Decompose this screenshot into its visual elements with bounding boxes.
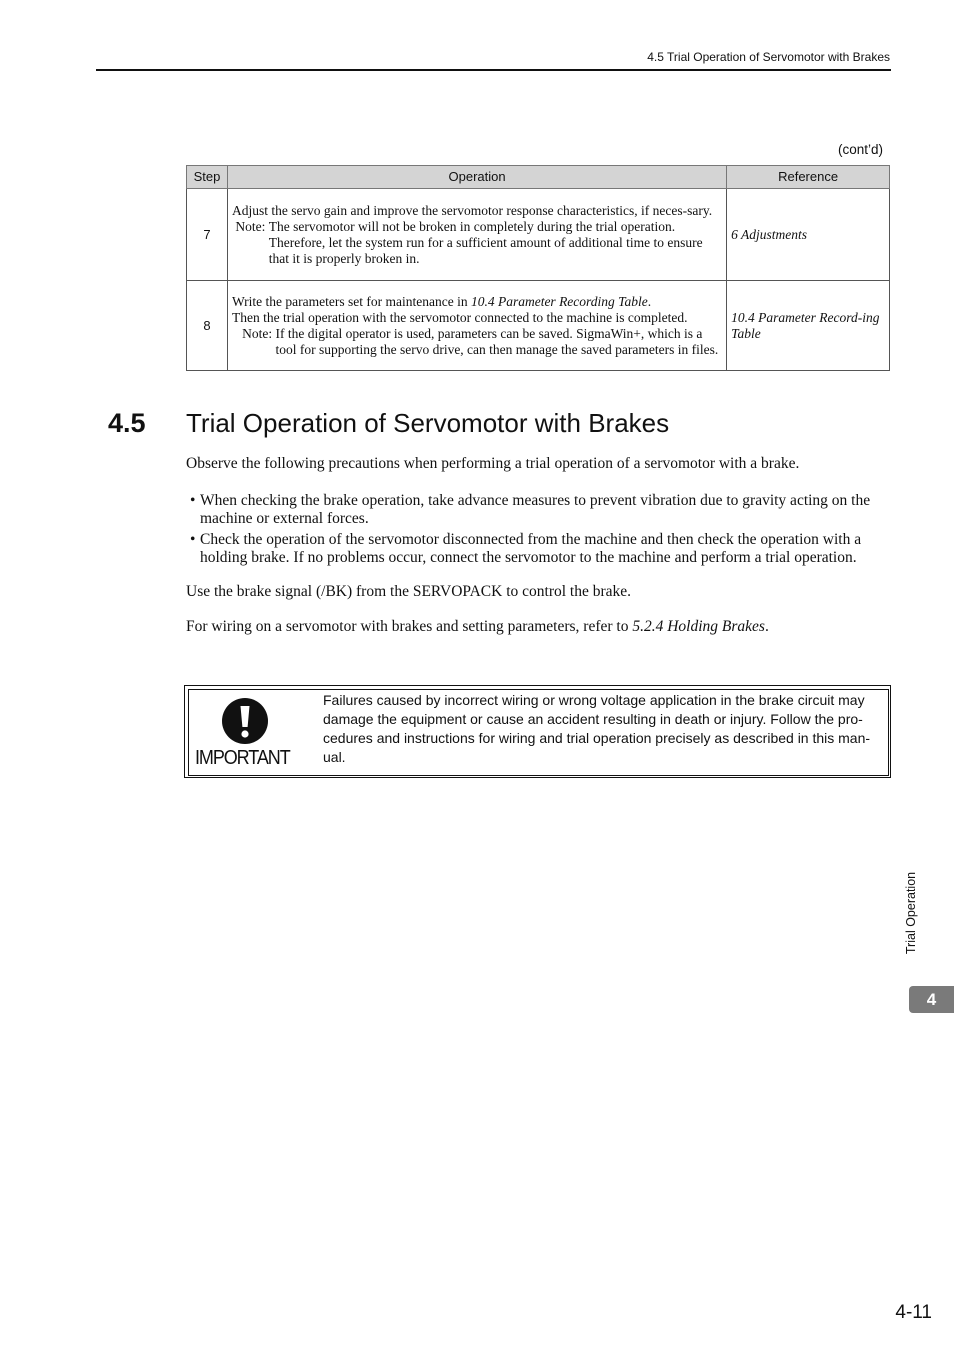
note-text: The servomotor will not be broken in completely during the trial operation. Therefore, let the system run for a sufficient amount of additional time to ensure that it is properly broken in. <box>268 218 703 266</box>
step-number: 8 <box>187 281 228 371</box>
reference-link: 5.2.4 Holding Brakes <box>632 618 765 635</box>
intro-paragraph: Observe the following precautions when performing a trial operation of a servomotor with a brake. <box>186 455 800 472</box>
operation-cell <box>227 281 726 371</box>
important-text: Failures caused by incorrect wiring or wrong voltage application in the brake circuit may damage the equipment or cause an accident resulting in death or injury. Follow the pro-cedures and instructions for wiring and trial operation precisely as described in this man-ual. <box>323 692 871 765</box>
wiring-text: For wiring on a servomotor with brakes and setting parameters, refer to <box>186 618 633 635</box>
table-row <box>187 281 890 371</box>
operation-cell <box>227 189 726 281</box>
page-number: 4-11 <box>895 1302 932 1323</box>
wiring-paragraph <box>186 618 891 636</box>
bullet-glyph: • <box>190 492 196 509</box>
note <box>232 326 720 358</box>
precaution-list <box>186 492 891 570</box>
operation-text: Then the trial operation with the servomotor connected to the machine is completed. <box>231 309 688 325</box>
operation-table <box>186 165 890 371</box>
operation-text <box>232 294 720 310</box>
note-label: Note: <box>231 218 269 234</box>
continued-label: (cont’d) <box>837 142 883 157</box>
wiring-text-end: . <box>764 618 769 635</box>
step-number: 7 <box>187 189 228 281</box>
table-row <box>187 189 890 281</box>
note <box>232 219 720 267</box>
note-label: Note: <box>231 325 276 341</box>
reference-link: 10.4 Parameter Recording Table <box>470 293 648 309</box>
reference-cell: 10.4 Parameter Record-ing Table <box>727 281 890 371</box>
header-step: Step <box>187 166 228 189</box>
list-item-text: When checking the brake operation, take advance measures to prevent vibration due to gravity acting on the machine or external forces. <box>200 492 871 527</box>
header-operation: Operation <box>227 166 726 189</box>
header-reference: Reference <box>727 166 890 189</box>
side-tab-label: Trial Operation <box>904 871 918 955</box>
operation-text-part: Write the parameters set for maintenance in <box>231 293 471 309</box>
table-header-row <box>187 166 890 189</box>
exclamation-icon <box>221 697 269 745</box>
section-number: 4.5 <box>108 408 146 438</box>
header-rule <box>96 69 891 71</box>
list-item-text: Check the operation of the servomotor disconnected from the machine and then check the operation with a holding brake. If no problems occur, connect the servomotor to the machine and perform a trial operation. <box>200 531 862 566</box>
operation-text-part: . <box>647 293 652 309</box>
list-item <box>186 492 891 528</box>
running-header: 4.5 Trial Operation of Servomotor with Brakes <box>647 50 890 64</box>
note-text: If the digital operator is used, parameters can be saved. SigmaWin+, which is a tool for supporting the servo drive, can then manage the saved parameters in files. <box>275 325 719 357</box>
section-title: Trial Operation of Servomotor with Brakes <box>186 408 670 438</box>
list-item <box>186 531 891 567</box>
bullet-glyph: • <box>190 531 196 548</box>
brake-signal-paragraph: Use the brake signal (/BK) from the SERVOPACK to control the brake. <box>186 583 632 600</box>
important-label: IMPORTANT <box>195 747 290 769</box>
chapter-tab: 4 <box>909 986 954 1013</box>
reference-cell: 6 Adjustments <box>727 189 890 281</box>
operation-text: Adjust the servo gain and improve the servomotor response characteristics, if neces-sary. <box>231 202 713 218</box>
